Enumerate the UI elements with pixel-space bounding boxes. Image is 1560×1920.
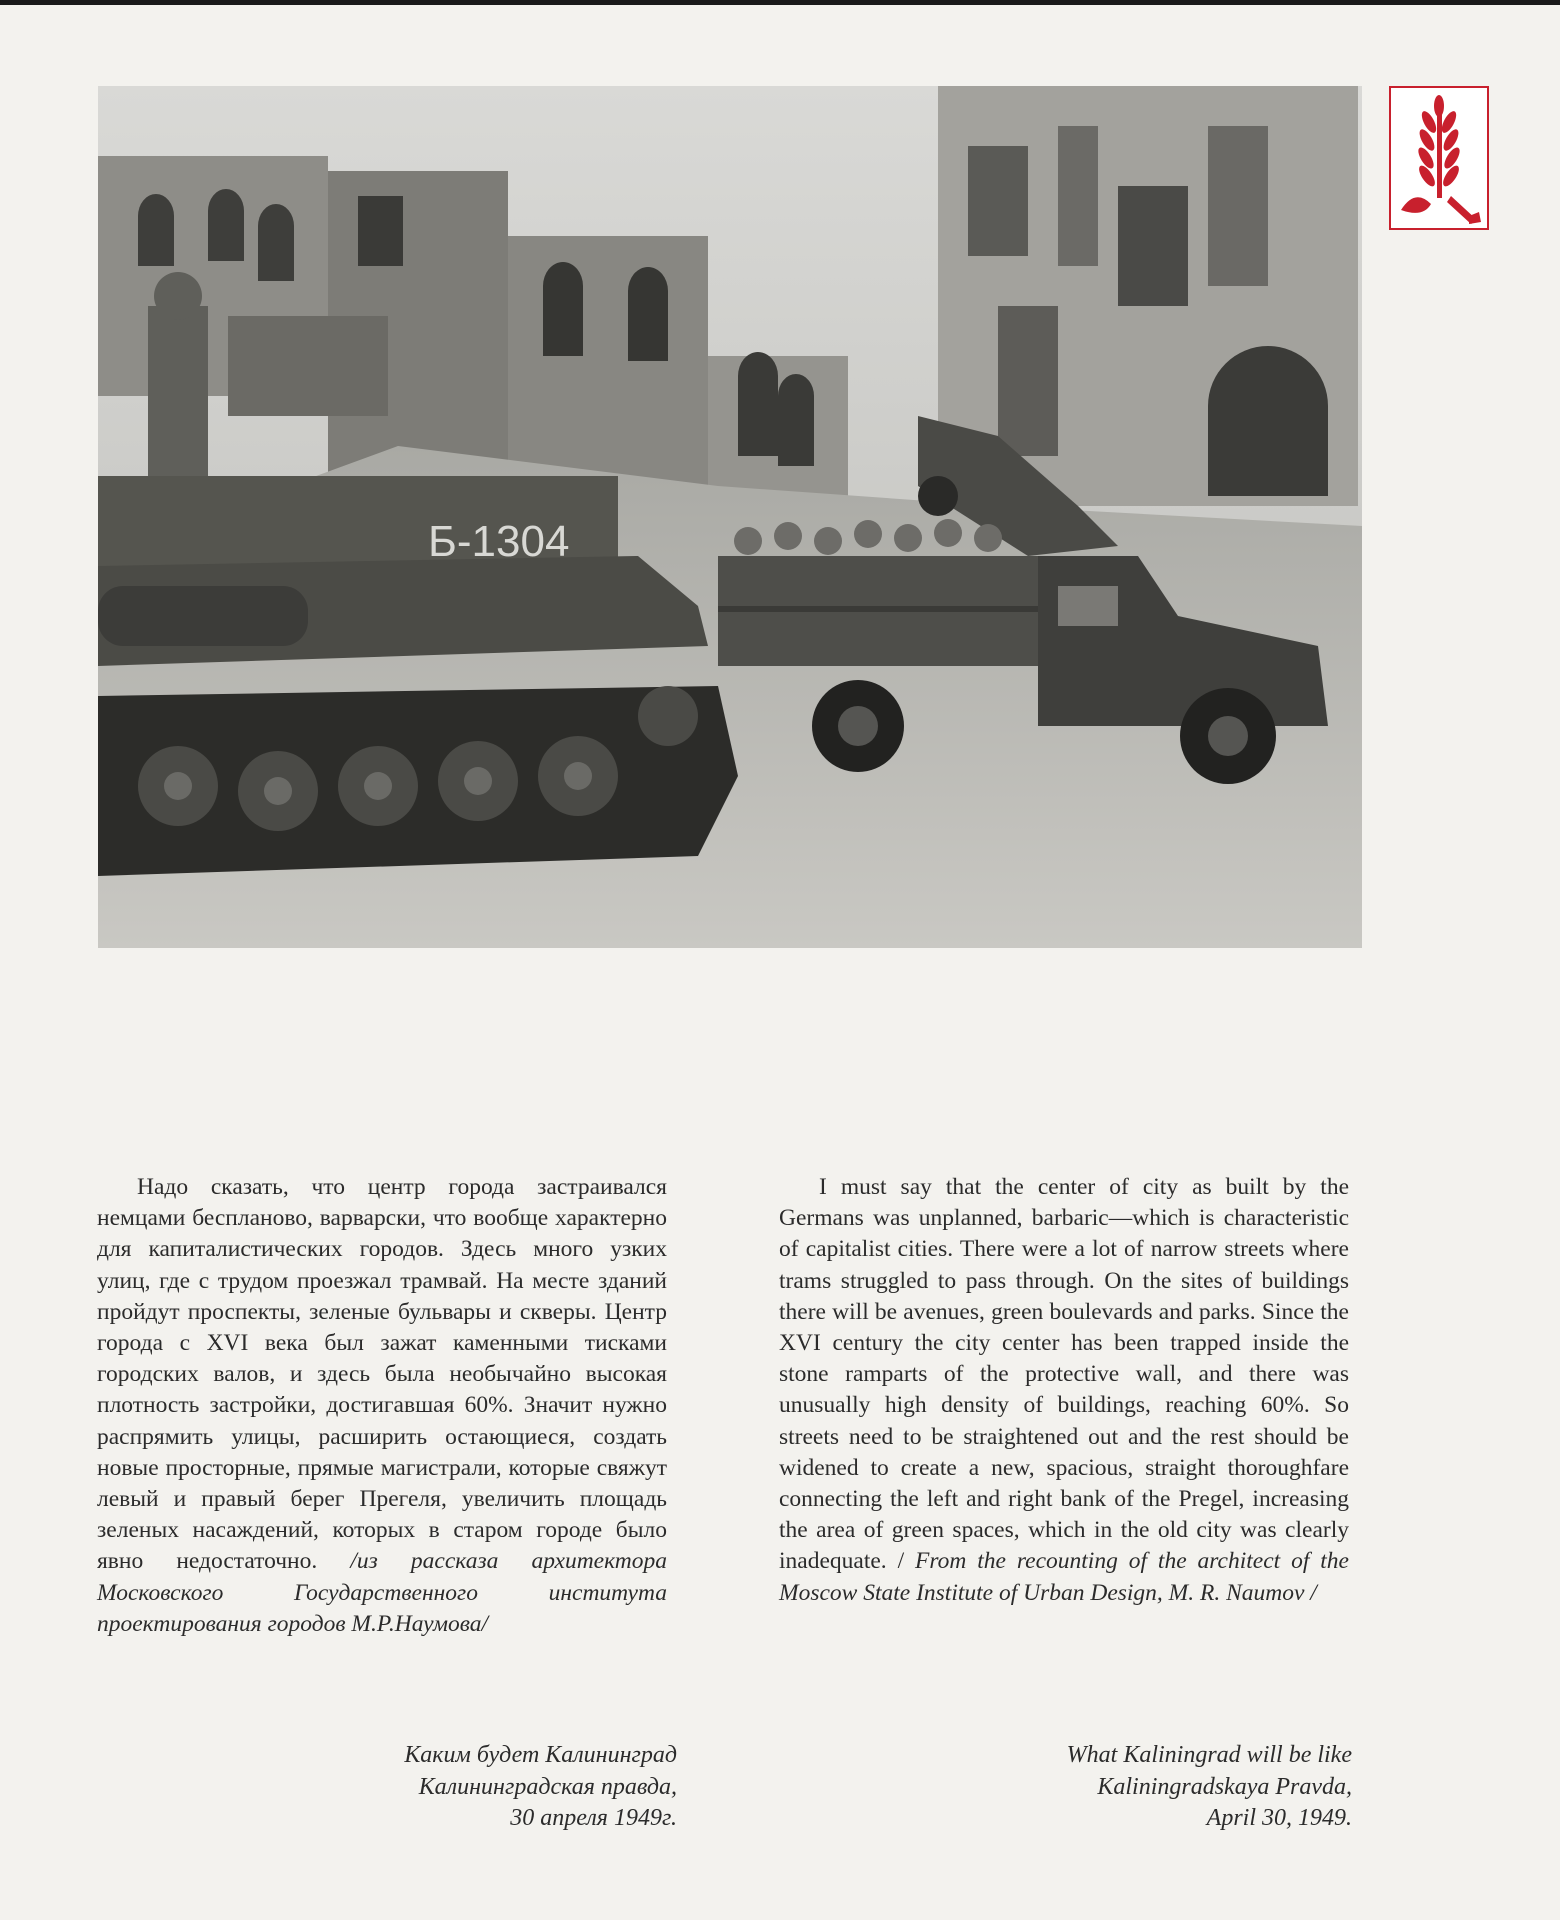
english-citation (782, 1740, 1352, 1835)
russian-source: /из рассказа архитектора Московского Государственного института проектирования городов М.Р.Наумова/ (97, 1548, 667, 1637)
russian-text-column (97, 1172, 667, 1640)
tank-marking: Б-1304 (428, 517, 570, 566)
russian-citation-title: Каким будет Калининград (404, 1742, 677, 1768)
english-citation-newspaper: Kaliningradskaya Pravda, (1097, 1773, 1352, 1800)
english-citation-title: What Kaliningrad will be like (1066, 1742, 1352, 1768)
top-border-rule (0, 0, 1560, 5)
russian-body: Надо сказать, что центр города застраивался немцами беспланово, варварски, что вообще характерно для капиталистических городов. Здесь много узких улиц, где с трудом проезжал трамвай. На месте зданий пройдут проспекты, зеленые бульвары и скверы. Центр города с XVI века был зажат каменными тисками городских валов, и здесь была необычайно высокая плотность застройки, достигавшая 60%. Значит нужно распрямить улицы, расширить остающиеся, создать новые просторные, прямые магистрали, которые свяжут левый и правый берег Прегеля, увеличить площадь зеленых насаждений, которых в старом городе было явно недостаточно. (97, 1174, 667, 1575)
english-body: I must say that the center of city as built by the Germans was unplanned, barbaric—which is characteristic of capitalist cities. There were a lot of narrow streets where trams struggled to pass through. On the sites of buildings there will be avenues, green boulevards and parks. Since the XVI century the city center has been trapped inside the stone ramparts of the protective wall, and there was unusually high density of buildings, reaching 60%. So streets need to be straightened out and the rest should be widened to create a new, spacious, straight thoroughfare connecting the left and right bank of the Pregel, increasing the area of green spaces, which in the old city was clearly inadequate. / (779, 1174, 1349, 1575)
russian-paragraph (97, 1172, 667, 1640)
english-text-column (779, 1172, 1349, 1609)
wheat-and-shovel-icon (1389, 86, 1489, 230)
english-source: From the recounting of the architect of the Moscow State Institute of Urban Design, M. R. Naumov / (779, 1548, 1349, 1606)
archival-photograph (98, 86, 1362, 948)
russian-citation-newspaper: Калининградская правда, (418, 1773, 677, 1800)
russian-citation-date: 30 апреля 1949г. (510, 1805, 677, 1831)
english-paragraph (779, 1172, 1349, 1609)
russian-citation (107, 1740, 677, 1835)
english-citation-date: April 30, 1949. (1206, 1805, 1352, 1831)
